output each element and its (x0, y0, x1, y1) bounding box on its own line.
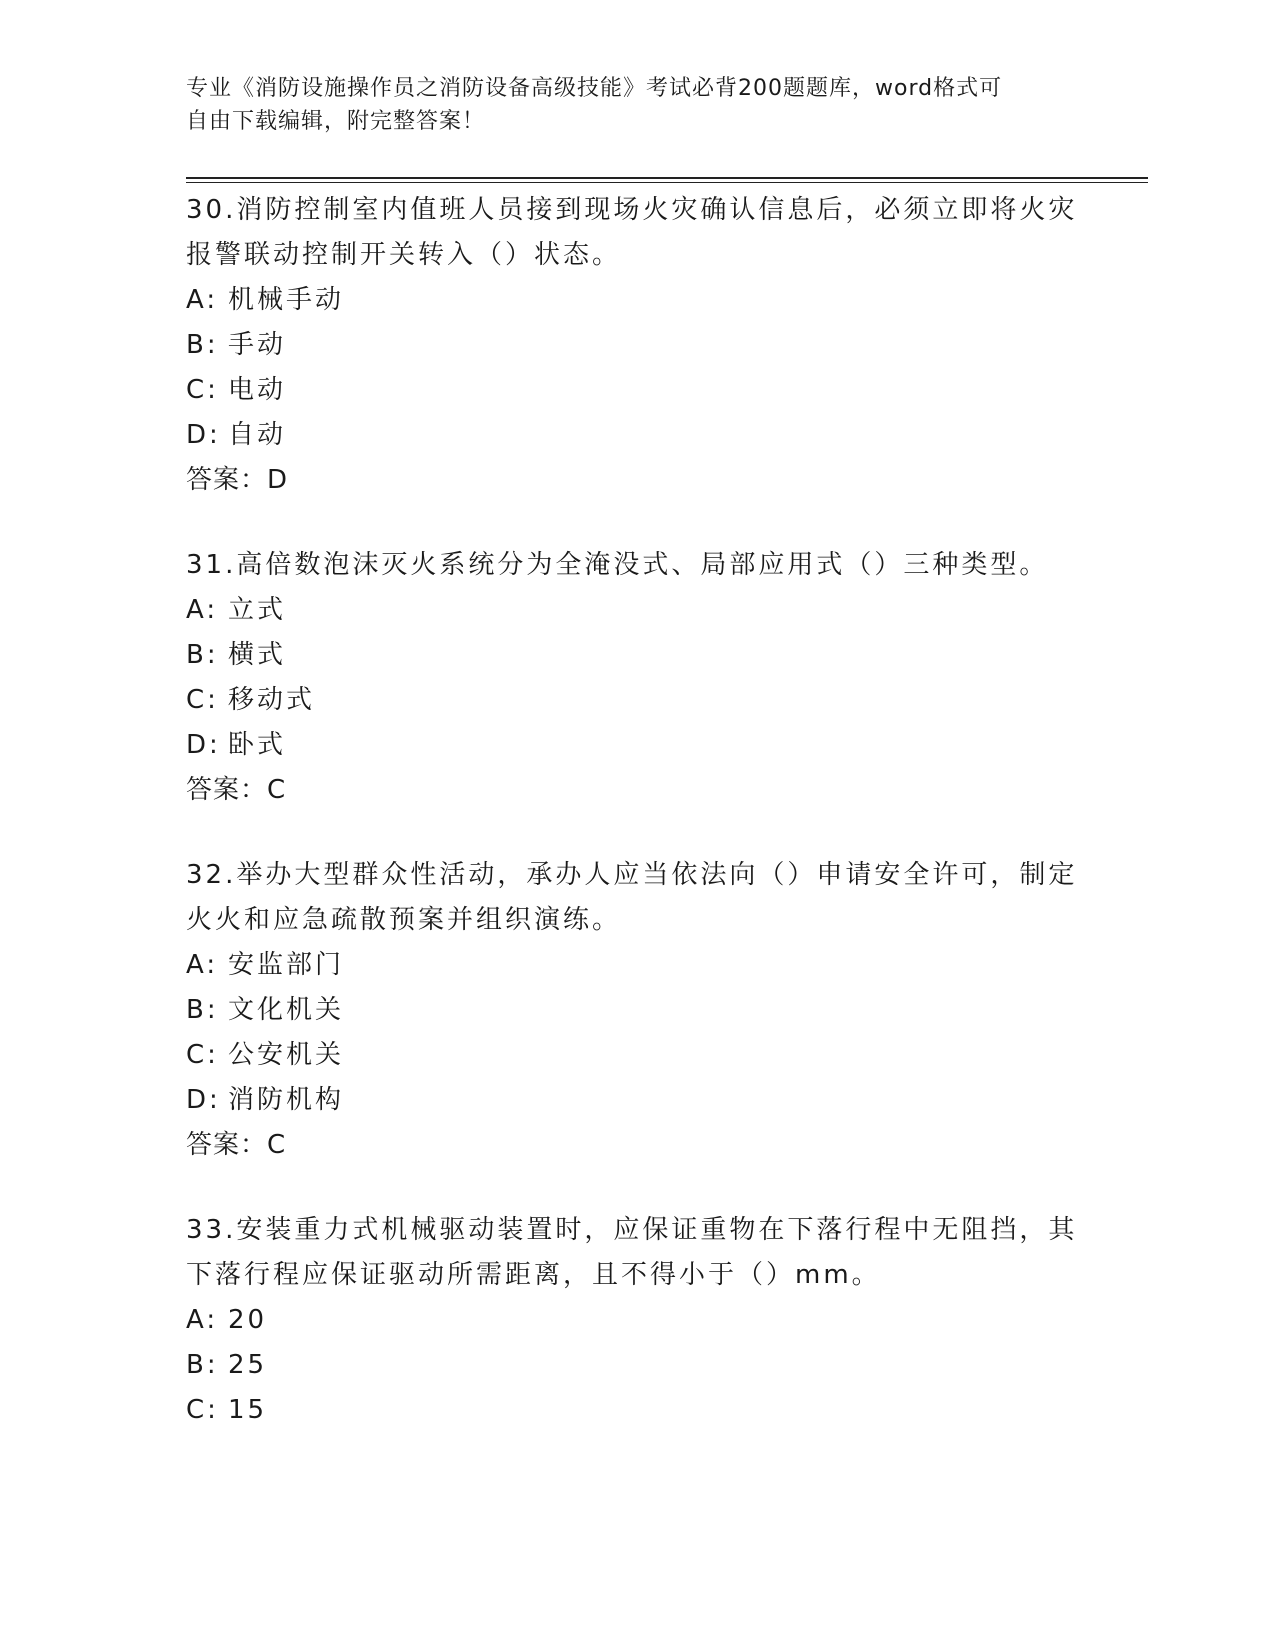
option-key: A: (186, 1305, 219, 1335)
option-c (186, 1388, 1086, 1433)
question-stem-line-1: 32.举办大型群众性活动，承办人应当依法向（）申请安全许可，制定 (186, 860, 1078, 890)
question-stem-line-1: 33.安装重力式机械驱动装置时，应保证重物在下落行程中无阻挡，其 (186, 1215, 1078, 1245)
option-key: D: (186, 420, 221, 450)
option-key: B: (186, 330, 219, 360)
option-c (186, 678, 1086, 723)
option-d (186, 1078, 1086, 1123)
option-key: D: (186, 730, 221, 760)
option-text: 25 (228, 1350, 268, 1380)
option-key: B: (186, 1350, 219, 1380)
question-33 (186, 1208, 1086, 1433)
answer-line: 答案：C (186, 775, 287, 805)
question-stem (186, 543, 1086, 588)
option-a (186, 943, 1086, 988)
option-d (186, 723, 1086, 768)
option-key: A: (186, 285, 219, 315)
answer-line: 答案：C (186, 1130, 287, 1160)
option-text: 机械手动 (228, 285, 345, 315)
option-text: 立式 (228, 595, 287, 625)
option-key: A: (186, 595, 219, 625)
question-list (186, 188, 1086, 1473)
option-key: D: (186, 1085, 221, 1115)
option-a (186, 278, 1086, 323)
question-stem (186, 1208, 1086, 1298)
option-text: 电动 (228, 375, 287, 405)
option-text: 手动 (228, 330, 287, 360)
option-key: C: (186, 685, 219, 715)
answer-line: 答案：D (186, 465, 289, 495)
option-text: 文化机关 (228, 995, 345, 1025)
option-text: 20 (228, 1305, 268, 1335)
option-key: C: (186, 1395, 219, 1425)
option-c (186, 1033, 1086, 1078)
question-stem-line-1: 30.消防控制室内值班人员接到现场火灾确认信息后，必须立即将火灾 (186, 195, 1078, 225)
question-31 (186, 543, 1086, 813)
option-text: 移动式 (228, 685, 316, 715)
question-stem-line-1: 31.高倍数泡沫灭火系统分为全淹没式、局部应用式（）三种类型。 (186, 550, 1049, 580)
option-text: 横式 (228, 640, 287, 670)
header-divider-thick (186, 177, 1148, 179)
question-stem-line-2: 报警联动控制开关转入（）状态。 (186, 240, 622, 270)
option-text: 自动 (228, 420, 287, 450)
option-key: C: (186, 375, 219, 405)
option-key: B: (186, 995, 219, 1025)
header-line-2: 自由下载编辑，附完整答案！ (186, 109, 486, 134)
option-d (186, 413, 1086, 458)
question-stem (186, 853, 1086, 943)
question-30 (186, 188, 1086, 503)
option-text: 安监部门 (228, 950, 345, 980)
question-stem (186, 188, 1086, 278)
header-divider-thin (186, 182, 1148, 183)
option-b (186, 988, 1086, 1033)
option-b (186, 1343, 1086, 1388)
option-a (186, 1298, 1086, 1343)
document-header (186, 72, 1056, 138)
option-text: 消防机构 (228, 1085, 345, 1115)
option-a (186, 588, 1086, 633)
question-stem-line-2: 火火和应急疏散预案并组织演练。 (186, 905, 622, 935)
option-key: B: (186, 640, 219, 670)
header-line-1: 专业《消防设施操作员之消防设备高级技能》考试必背200题题库，word格式可 (186, 76, 1003, 101)
option-b (186, 633, 1086, 678)
option-key: C: (186, 1040, 219, 1070)
option-b (186, 323, 1086, 368)
option-text: 公安机关 (228, 1040, 345, 1070)
option-text: 卧式 (228, 730, 287, 760)
option-key: A: (186, 950, 219, 980)
option-c (186, 368, 1086, 413)
question-32 (186, 853, 1086, 1168)
question-stem-line-2: 下落行程应保证驱动所需距离，且不得小于（）mm。 (186, 1260, 881, 1290)
option-text: 15 (228, 1395, 268, 1425)
